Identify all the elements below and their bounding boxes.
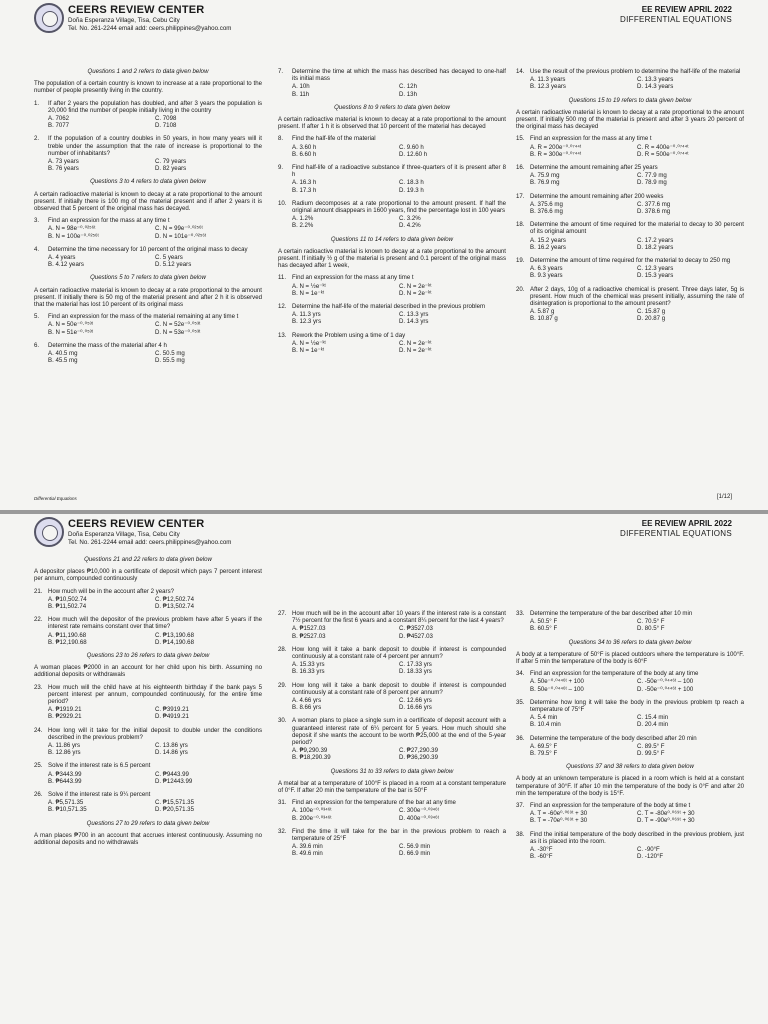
page-2 (0, 514, 768, 1024)
section-heading: Questions 31 to 33 refers to data given below (330, 767, 454, 775)
column-1 (34, 554, 262, 851)
choices-25: A. ₱3443.99 C. ₱9443.99 B. ₱6443.99 D. ₱12443.99 (48, 770, 193, 785)
question-16: 16. Determine the amount remaining after 25 years (516, 164, 658, 172)
question-7: 7. Determine the time at which the mass has described has decayed to one-half its initial mass (278, 68, 506, 83)
question-35: 35. Determine how long it will take the body in the previous problem tp reach a temperature of 75°F (516, 698, 744, 714)
question-17: 17. Determine the amount remaining after 200 weeks (516, 192, 664, 200)
section-heading: Questions 3 to 4 refers to data given below (90, 178, 206, 186)
column-3 (516, 68, 744, 329)
choices-36: A. 69.5° F C. 89.5° F B. 79.5° F D. 99.5° F (530, 742, 665, 758)
question-13: 13. Rework the Problem using a time of 1 day (278, 331, 406, 339)
choices-19: A. 6.3 years C. 12.3 years B. 9.3 years D. 15.3 years (530, 265, 674, 280)
choices-33: A. 50.5° F C. 70.5° F B. 60.5° F D. 80.5° F (530, 618, 665, 633)
question-21: 21. How much will be in the account after 2 years? (34, 587, 174, 595)
question-29: 29. How long will it take a bank deposit to double if interest is compounded continuously at a constant rate of 8 percent per annum? (278, 681, 506, 696)
choices-35: A. 5.4 min C. 15.4 min B. 10.4 min D. 20.4 min (530, 714, 669, 729)
choices-21: A. ₱10,502.74 C. ₱12,502.74 B. ₱11,502.74 D. ₱13,502.74 (48, 595, 194, 611)
problem-statement: A body at a temperature of 50°F is placed outdoors where the temperature is 100°F. If after 5 min the temperature of the body is 60°F (516, 650, 744, 666)
section-heading: Questions 11 to 14 refers to data given below (330, 235, 454, 243)
choices-32: A. 39.6 min C. 56.9 min B. 49.6 min D. 66.9 min (292, 843, 431, 858)
ceers-logo (34, 517, 64, 547)
choices-15: A. R = 200e⁻⁰·⁰⁷⁴⁴ᵗ C. R = 400e⁻⁰·⁰⁷⁴⁴ᵗ B. R = 300e⁻⁰·⁰⁷⁴⁴ᵗ D. R = 500e⁻⁰·⁰⁷⁴⁴ᵗ (530, 143, 689, 158)
question-20: 20. After 2 days, 10g of a radioactive chemical is present. Three days later, 5g is present. How much of the chemical was present initially, assuming the rate of disintegration is proportional to the amount present? (516, 285, 744, 308)
question-10: 10. Radium decomposes at a rate proportional to the amount present. If half the original amount disappears in 1600 years, find the percentage lost in 100 years (278, 199, 506, 215)
choices-26: A. ₱5,571.35 C. ₱15,571.35 B. ₱10,571.35 D. ₱20,571.35 (48, 799, 194, 814)
section-heading: Questions 37 and 38 refers to data given below (566, 763, 694, 771)
choices-27: A. ₱1527.03 C. ₱3527.03 B. ₱2527.03 D. ₱4527.03 (292, 625, 433, 640)
choices-11: A. N = ½e⁻ᵏᵗ C. N = 2e⁻ᵏᵗ B. N = 1e⁻ᵏᵗ D. N = 2e⁻ᵏᵗ (292, 282, 432, 297)
choices-30: A. ₱9,290.39 C. ₱27,290.39 B. ₱18,290.39 D. ₱36,290.39 (292, 747, 438, 762)
question-18: 18. Determine the amount of time required for the material to decay to 30 percent of its original amount (516, 221, 744, 236)
choices-14: A. 11.3 years C. 13.3 years B. 12.3 years D. 14.3 years (530, 76, 674, 91)
column-3 (516, 610, 744, 866)
question-31: 31. Find an expression for the temperature of the bar at any time (278, 799, 456, 807)
choices-23: A. ₱1919.21 C. ₱3919.21 B. ₱2929.21 D. ₱4919.21 (48, 706, 189, 721)
center-address: Doña Esperanza Village, Tisa, Cebu City Tel. No. 261-2244 email add: ceers.philippines@yahoo.com (68, 17, 232, 32)
footer-subject: Differential Equations (34, 496, 77, 501)
section-heading: Questions 8 to 9 refers to data given below (334, 103, 450, 111)
column-2 (278, 610, 506, 864)
choices-3: A. N = 98e⁻⁰·⁰²⁵⁶ᵗ C. N = 99e⁻⁰·⁰²⁵⁶ᵗ B. N = 100e⁻⁰·⁰²⁵⁶ᵗ D. N = 101e⁻⁰·⁰²⁵⁶ᵗ (48, 225, 207, 240)
choices-31: A. 100e⁻⁰·⁰³⁴⁶ᵗ C. 300e⁻⁰·⁰³⁴⁶ᵗ B. 200e⁻⁰·⁰³⁴⁶ᵗ D. 400e⁻⁰·⁰³⁴⁶ᵗ (292, 807, 439, 822)
choices-8: A. 3.60 h C. 9.60 h B. 6.60 h D. 12.60 h (292, 143, 428, 158)
section-heading: Questions 23 to 26 refers to data given below (86, 652, 210, 660)
problem-statement: A certain radioactive material is known to decay at a rate proportional to the amount present. If initially 500 mg of the material is present and after 3 years 20 percent of the original mass has decayed (516, 108, 744, 131)
problem-statement: A man places ₱700 in an account that accrues interest continuously. Assuming no additional deposits and no withdrawals (34, 831, 262, 847)
choices-7: A. 10h C. 12h B. 11h D. 13h (292, 83, 417, 98)
question-3: 3. Find an expression for the mass at any time t (34, 217, 170, 225)
choices-2: A. 73 years C. 79 years B. 76 years D. 82 years (48, 158, 187, 173)
question-33: 33. Determine the temperature of the bar described after 10 min (516, 610, 693, 617)
question-15: 15. Find an expression for the mass at any time t (516, 135, 652, 143)
page-1 (0, 0, 768, 510)
question-26: 26. Solve if the interest rate is 9¼ percent (34, 791, 151, 799)
choices-34: A. 50e⁻⁰·⁰⁴⁴⁶ᵗ + 100 C. -50e⁻⁰·⁰⁴⁴⁶ᵗ – 100 B. 50e⁻⁰·⁰⁴⁴⁶ᵗ – 100 D. -50e⁻⁰·⁰⁴⁴⁶ᵗ + 100 (530, 678, 694, 693)
review-title: EE REVIEW APRIL 2022 (641, 519, 732, 528)
question-14: 14. Use the result of the previous problem to determine the half-life of the material (516, 68, 741, 75)
question-28: 28. How long will it take a bank deposit to double if interest is compounded continuously at a constant rate of 4 percent per annum? (278, 645, 506, 661)
question-37: 37. Find an expression for the temperature of the body at time t (516, 802, 691, 810)
subject-title: DIFFERENTIAL EQUATIONS (620, 15, 732, 24)
column-2 (278, 68, 506, 360)
choices-10: A. 1.2% C. 3.2% B. 2.2% D. 4.2% (292, 215, 421, 230)
choices-16: A. 75.9 mg C. 77.9 mg B. 76.9 mg D. 78.9 mg (530, 172, 667, 187)
choices-4: A. 4 years C. 5 years B. 4.12 years D. 5.12 years (48, 254, 192, 269)
section-heading: Questions 1 and 2 refers to data given below (87, 68, 209, 75)
problem-statement: A depositor places ₱10,000 in a certificate of deposit which pays 7 percent interest per annum, compounded continuously (34, 568, 262, 583)
choices-22: A. ₱11,190.68 C. ₱13,190.68 B. ₱12,190.68 D. ₱14,190.68 (48, 631, 194, 646)
center-name: CEERS REVIEW CENTER (68, 518, 205, 530)
ceers-logo (34, 3, 64, 33)
choices-29: A. 4.66 yrs C. 12.66 yrs B. 8.66 yrs D. 16.66 yrs (292, 697, 432, 712)
choices-13: A. N = ½e⁻ᵏᵗ C. N = 2e⁻ᵏᵗ B. N = 1e⁻ᵏᵗ D. N = 2e⁻ᵏᵗ (292, 339, 432, 355)
question-12: 12. Determine the half-life of the material described in the previous problem (278, 303, 486, 311)
page-header (0, 0, 768, 70)
choices-17: A. 375.6 mg C. 377.6 mg B. 376.6 mg D. 378.6 mg (530, 200, 671, 216)
question-30: 30. A woman plans to place a single sum in a certificate of deposit account with a guaranteed interest rate of 6¼ percent for 5 years. How much should she deposit if she wants the account to be worth ₱25,000 at the end of the 5-year period? (278, 717, 506, 747)
choices-18: A. 15.2 years C. 17.2 years B. 16.2 years D. 18.2 years (530, 236, 674, 251)
question-38: 38. Find the initial temperature of the body described in the previous problem, just as it is placed into the room. (516, 830, 744, 845)
problem-statement: A certain radioactive material is known to decay at a rate proportional to the amount present. If initially there is 100 mg of the material present and if after 2 years it is observed that 5 percent of the original mass has decayed. (34, 190, 262, 213)
center-address: Doña Esperanza Village, Tisa, Cebu City Tel. No. 261-2244 email add: ceers.philippines@yahoo.com (68, 531, 232, 546)
question-32: 32. Find the time it will take for the bar in the previous problem to reach a temperature of 25°F (278, 827, 506, 843)
question-22: 22. How much will the depositor of the previous problem have after 5 years if the interest rate remains constant over that time? (34, 616, 262, 631)
section-heading: Questions 21 and 22 refers to data given below (84, 556, 212, 563)
problem-statement: The population of a certain country is known to increase at a rate proportional to the number of people presently living in the country. (34, 80, 262, 95)
review-title: EE REVIEW APRIL 2022 (641, 5, 732, 14)
choices-24: A. 11.86 yrs C. 13.86 yrs B. 12.86 yrs D. 14.86 yrs (48, 742, 188, 757)
subject-title: DIFFERENTIAL EQUATIONS (620, 529, 732, 538)
question-9: 9. Find half-life of a radioactive substance if three-quarters of it is present after 8 h (278, 164, 506, 179)
section-heading: Questions 15 to 19 refers to data given below (568, 96, 692, 104)
problem-statement: A woman places ₱2000 in an account for her child upon his birth. Assuming no additional deposits or withdrawals (34, 664, 262, 679)
problem-statement: A body at an unknown temperature is placed in a room which is held at a constant temperature of 30°F. If after 10 min the temperature of the body is 0°F and after 20 min the temperature of the body is 15°F. (516, 775, 744, 797)
choices-1: A. 7062 C. 7098 B. 7077 D. 7108 (48, 115, 177, 130)
question-6: 6. Determine the mass of the material after 4 h (34, 341, 167, 349)
choices-20: A. 5.87 g C. 15.87 g B. 10.87 g D. 20.87 g (530, 308, 666, 323)
problem-statement: A certain radioactive material is known to decay at a rate proportional to the amount present. If after 1 h it is observed that 10 percent of the material has decayed (278, 116, 506, 131)
question-19: 19. Determine the amount of time required for the material to decay to 250 mg (516, 257, 731, 265)
question-2: 2. If the population of a country doubles in 50 years, in how many years will it treble under the assumption that the rate of increase is proportional to the number of inhabitants? (34, 135, 262, 157)
section-heading: Questions 34 to 36 refers to data given below (568, 638, 692, 646)
choices-38: A. -30°F C. -90°F B. -60°F D. -120°F (530, 846, 664, 861)
column-1 (34, 66, 262, 371)
question-34: 34. Find an expression for the temperature of the body at any time (516, 670, 699, 678)
choices-28: A. 15.33 yrs C. 17.33 yrs B. 16.33 yrs D. 18.33 yrs (292, 661, 432, 676)
question-4: 4. Determine the time necessary for 10 percent of the original mass to decay (34, 245, 248, 253)
choices-37: A. T = -60e⁰·⁰⁶⁹ᵗ + 30 C. T = -80e⁰·⁰⁶⁹ᵗ + 30 B. T = -70e⁰·⁰⁶⁹ᵗ + 30 D. T = -90e⁰·⁰⁶⁹ᵗ + 30 (530, 810, 695, 825)
choices-6: A. 40.5 mg C. 50.5 mg B. 45.5 mg D. 55.5 mg (48, 350, 185, 365)
center-name: CEERS REVIEW CENTER (68, 4, 205, 16)
page-number: [1/12] (716, 494, 732, 500)
question-24: 24. How long will it take for the initial deposit to double under the conditions described in the previous problem? (34, 726, 262, 741)
section-heading: Questions 27 to 29 refers to data given below (86, 819, 210, 827)
choices-5: A. N = 50e⁻⁰·⁰⁵³ᵗ C. N = 52e⁻⁰·⁰⁵³ᵗ B. N = 51e⁻⁰·⁰⁵³ᵗ D. N = 53e⁻⁰·⁰⁵³ᵗ (48, 321, 201, 336)
question-23: 23. How much will the child have at his eighteenth birthday if the bank pays 5 percent interest per annum, compounded continuously, for the entire time period? (34, 683, 262, 706)
question-36: 36. Determine the temperature of the body described after 20 min (516, 734, 697, 742)
choices-12: A. 11.3 yrs C. 13.3 yrs B. 12.3 yrs D. 14.3 yrs (292, 311, 429, 326)
choices-9: A. 16.3 h C. 18.3 h B. 17.3 h D. 19.3 h (292, 179, 424, 194)
question-8: 8. Find the half-life of the material (278, 135, 376, 143)
problem-statement: A certain radioactive material is known to decay at a rate proportional to the amount present. If initially there is 50 mg of the material present and after 2 h it is observed that the material has lost 10 percent of its original mass (34, 286, 262, 309)
problem-statement: A certain radioactive material is known to decay at a rate proportional to the amount present. If initially ½ g of the material is present and 0.1 percent of the original mass has decayed after 1 week, (278, 247, 506, 270)
question-1: 1. If after 2 years the population has doubled, and after 3 years the population is 20,000 find the number of people initially living in the country (34, 99, 262, 114)
section-heading: Questions 5 to 7 refers to data given below (90, 274, 206, 282)
question-11: 11. Find an expression for the mass at any time t (278, 274, 414, 282)
problem-statement: A metal bar at a temperature of 100°F is placed in a room at a constant temperature of 0°F. If after 20 min the temperature of the bar is 50°F (278, 779, 506, 795)
question-27: 27. How much will be in the account after 10 years if the interest rate is a constant 7½ percent for the first 6 years and a constant 8¼ percent for the last 4 years? (278, 610, 506, 625)
question-5: 5. Find an expression for the mass of the material remaining at any time t (34, 313, 239, 321)
question-25: 25. Solve if the interest rate is 6.5 percent (34, 762, 151, 770)
